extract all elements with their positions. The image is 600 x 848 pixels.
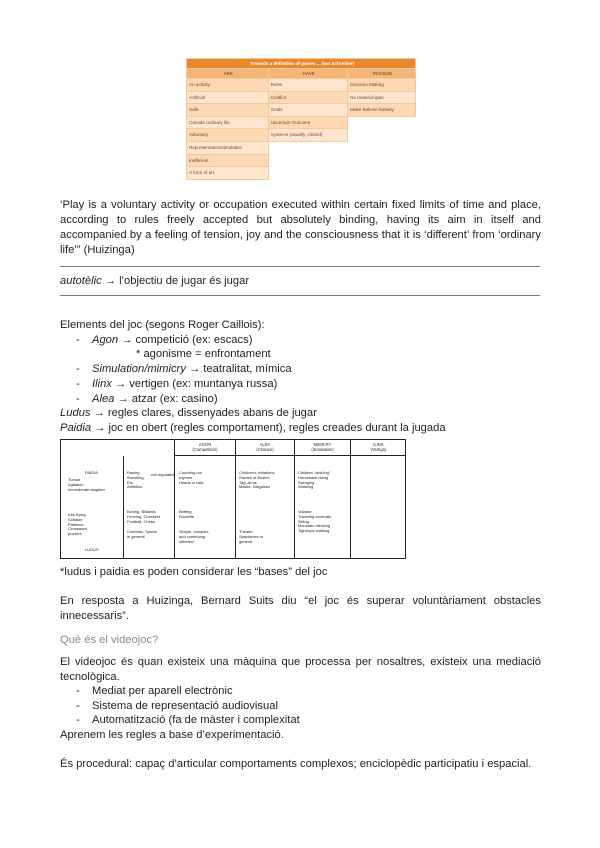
ludus-line bbox=[60, 406, 317, 421]
games-table-cell: Conflict bbox=[268, 91, 348, 104]
element-mimicry-text: → teatralitat, mímica bbox=[185, 363, 292, 375]
element-agon-term: Agon bbox=[92, 334, 119, 346]
caillois-table bbox=[60, 439, 406, 559]
autotelic-text: → l’objectiu de jugar és jugar bbox=[101, 275, 250, 287]
games-table-cell: Inefficient bbox=[187, 154, 269, 167]
videogame-definition: El videojoc és quan existeix una màquina que processa per nosaltres, existeix una mediació tecnològica. bbox=[60, 656, 541, 683]
element-agon-text: → competició (ex: escacs) bbox=[118, 334, 253, 346]
caillois-divider bbox=[235, 456, 236, 558]
games-table-cell: Representation/simulation bbox=[187, 141, 269, 154]
games-table-cell: Outside ordinary life bbox=[187, 116, 269, 129]
caillois-agon-mid: Boxing, Billiards Fencing, Checkers Football, Chess bbox=[127, 509, 161, 524]
caillois-agon-note: not regulated bbox=[151, 472, 175, 477]
learn-rules: Aprenem les regles a base d’experimentació. bbox=[60, 729, 284, 741]
games-table-cell: Decision Making bbox=[348, 79, 416, 92]
element-mimicry-term: Simulation/mimicry bbox=[92, 363, 186, 375]
games-table-cell: An activity bbox=[187, 79, 269, 92]
element-ilinx-term: Ilinx bbox=[92, 378, 112, 390]
paidia-text: → joc en obert (regles comportament), regles creades durant la jugada bbox=[91, 422, 446, 434]
huizinga-quote: ‘Play is a voluntary activity or occupation executed within certain fixed limits of time and place, according to rules freely accepted but absolutely binding, having its aim in itself and accompanied by a feeling of tension, joy and the consciousness that it is ‘different’ from ‘ordinary life’” (Huizinga) bbox=[60, 199, 541, 256]
games-table-cell: Rules bbox=[268, 79, 348, 92]
caillois-divider bbox=[350, 456, 351, 558]
element-alea-text: → atzar (ex: casino) bbox=[114, 393, 218, 405]
elements-heading: Elements del joc (segons Roger Caillois): bbox=[60, 319, 265, 331]
ludus-paidia-note: *ludus i paidia es poden considerar les “bases” del joc bbox=[60, 566, 328, 578]
autotelic-line bbox=[60, 274, 249, 289]
games-table-cell: A form of art bbox=[187, 167, 269, 180]
divider-bottom bbox=[60, 295, 540, 296]
games-table-cell: No material gain bbox=[348, 91, 416, 104]
divider-top bbox=[60, 266, 540, 267]
caillois-ludus-items: Kite-flying Solitaire Patience Crossword puzzles bbox=[68, 512, 88, 537]
games-table-cell: Artificial bbox=[187, 91, 269, 104]
games-table-cell: Systems (usually, closed) bbox=[268, 129, 348, 142]
games-table-cell: Goals bbox=[268, 104, 348, 117]
games-table-cell: Voluntary bbox=[187, 129, 269, 142]
paidia-term: Paidia bbox=[60, 422, 92, 434]
games-table-col-are: ARE bbox=[187, 69, 269, 79]
caillois-agon-bottom: Contests, Sports in general bbox=[127, 529, 157, 539]
caillois-divider bbox=[294, 456, 295, 558]
paidia-line bbox=[60, 421, 446, 436]
agonism-note: * agonisme = enfrontament bbox=[136, 348, 271, 360]
caillois-alea-bottom: Simple, complex, and continuing lotteries* bbox=[179, 529, 210, 544]
games-definition-table bbox=[186, 58, 416, 180]
caillois-ilinx-top: Children “whirling” Horseback riding Swinging Waltzing bbox=[298, 470, 331, 490]
games-table-cell: Safe bbox=[187, 104, 269, 117]
ludus-text: → regles clares, dissenyades abans de jugar bbox=[90, 407, 317, 419]
caillois-alea-top: Counting-out rhymes Heads or tails bbox=[179, 470, 204, 485]
element-ilinx-text: → vertigen (ex: muntanya russa) bbox=[111, 378, 278, 390]
caillois-ilinx-bottom: Volador Traveling carnivals Skiing Mountain climbing Tightrope walking bbox=[298, 509, 332, 534]
caillois-divider bbox=[123, 456, 124, 558]
caillois-alea-mid: Betting Roulette bbox=[179, 509, 194, 519]
suits-paragraph: En resposta a Huizinga, Bernard Suits diu “el joc és superar voluntàriament obstacles innecessaris”. bbox=[60, 595, 541, 622]
caillois-ludus-label: LUDUS bbox=[85, 547, 99, 552]
caillois-header-alea: ALEA (Chance) bbox=[235, 440, 294, 456]
caillois-paidia-items: Tumult Agitation Immoderate laughter bbox=[68, 477, 105, 492]
games-table-title: Towards a definition of games ... (Ian Schreiber) bbox=[187, 59, 416, 69]
caillois-mimicry-top: Children's initiations Games of illusion Tag, Arms Masks, Disguises bbox=[239, 470, 275, 490]
caillois-agon-top: Racing Wrestling Etc. Athletics bbox=[127, 470, 144, 490]
ludus-term: Ludus bbox=[60, 407, 91, 419]
caillois-header-mimicry: MIMICRY (Simulation) bbox=[294, 440, 350, 456]
games-table-col-involve: INVOLVE bbox=[348, 69, 416, 79]
element-alea-term: Alea bbox=[92, 393, 115, 405]
caillois-mimicry-bottom: Theater Spectacles in general bbox=[239, 529, 263, 544]
autotelic-term: autotèlic bbox=[60, 275, 102, 287]
caillois-divider bbox=[174, 456, 175, 558]
games-table-cell: Make Believe fantasy bbox=[348, 104, 416, 117]
caillois-header-agon: AGÓN (Competition) bbox=[174, 440, 235, 456]
games-table-cell: Uncertain Outcome bbox=[268, 116, 348, 129]
games-table-col-have: HAVE bbox=[268, 69, 348, 79]
procedural-line: És procedural: capaç d’articular comportaments complexos; enciclopèdic participatiu i espacial. bbox=[60, 758, 532, 770]
caillois-paidia-label: PAIDIA bbox=[85, 470, 98, 475]
videogame-heading: Què és el videojoc? bbox=[60, 634, 159, 646]
caillois-header-ilinx: ILINX (Vertigo) bbox=[350, 440, 406, 456]
